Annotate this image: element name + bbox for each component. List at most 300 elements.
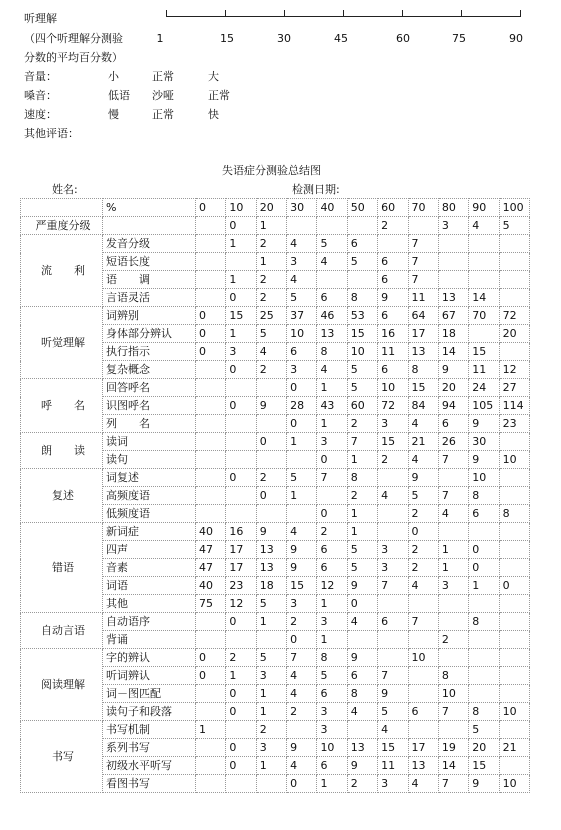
score-cell	[226, 721, 256, 739]
score-cell: 2	[408, 559, 438, 577]
score-cell: 12	[317, 577, 347, 595]
score-cell: 23	[226, 577, 256, 595]
score-cell: 0	[226, 739, 256, 757]
scale-tick-label: 15	[220, 32, 234, 45]
score-cell	[196, 757, 226, 775]
score-cell	[499, 559, 529, 577]
score-cell: 8	[317, 649, 347, 667]
scale-tick	[520, 10, 521, 17]
score-cell: 10	[347, 343, 377, 361]
score-cell: 75	[196, 595, 226, 613]
score-cell	[256, 505, 286, 523]
score-cell	[256, 775, 286, 793]
score-cell	[499, 469, 529, 487]
score-cell: 2	[347, 487, 377, 505]
score-cell	[499, 343, 529, 361]
score-cell	[196, 253, 226, 271]
score-cell	[469, 253, 499, 271]
score-cell: 3	[256, 667, 286, 685]
score-cell: 2	[438, 631, 468, 649]
score-cell: 4	[469, 217, 499, 235]
score-cell: 5	[256, 595, 286, 613]
score-cell: 7	[378, 577, 408, 595]
score-cell: 40	[196, 523, 226, 541]
score-cell: 11	[378, 343, 408, 361]
score-cell	[408, 595, 438, 613]
scale-tick-label: 90	[509, 32, 523, 45]
score-cell: 13	[408, 343, 438, 361]
score-cell: 15	[469, 757, 499, 775]
score-cell: 1	[317, 595, 347, 613]
score-cell	[469, 523, 499, 541]
score-cell: 9	[469, 775, 499, 793]
score-cell: 17	[408, 325, 438, 343]
score-cell: 24	[469, 379, 499, 397]
score-cell: 20	[438, 379, 468, 397]
score-cell: 3	[287, 361, 317, 379]
scale-tick-label: 30	[277, 32, 291, 45]
score-cell	[438, 595, 468, 613]
score-cell	[287, 217, 317, 235]
score-cell: 4	[408, 577, 438, 595]
score-cell: 1	[317, 379, 347, 397]
score-cell: 14	[469, 289, 499, 307]
score-cell: 7	[408, 613, 438, 631]
subtest-label: 字的辨认	[103, 649, 196, 667]
score-cell: 6	[317, 685, 347, 703]
score-cell: 0	[287, 775, 317, 793]
score-cell: 40	[196, 577, 226, 595]
score-cell	[196, 775, 226, 793]
score-cell	[196, 271, 226, 289]
score-cell	[469, 235, 499, 253]
score-cell: 15	[378, 739, 408, 757]
subtest-label: 初级水平听写	[103, 757, 196, 775]
subtest-label: 低频度语	[103, 505, 196, 523]
score-cell	[196, 703, 226, 721]
score-cell	[499, 433, 529, 451]
scale-tick	[461, 10, 462, 17]
score-cell: 15	[347, 325, 377, 343]
score-cell: 17	[408, 739, 438, 757]
score-cell: 3	[256, 739, 286, 757]
subtest-label: 复杂概念	[103, 361, 196, 379]
score-cell: 7	[347, 433, 377, 451]
score-cell	[499, 487, 529, 505]
speed-option: 快	[208, 108, 219, 121]
header-cell: 50	[347, 199, 377, 217]
score-cell: 105	[469, 397, 499, 415]
score-cell: 11	[469, 361, 499, 379]
score-cell: 8	[317, 343, 347, 361]
score-cell	[317, 271, 347, 289]
score-cell	[317, 487, 347, 505]
score-cell: 1	[469, 577, 499, 595]
score-cell: 10	[438, 685, 468, 703]
score-cell: 43	[317, 397, 347, 415]
subtest-label: 执行指示	[103, 343, 196, 361]
score-cell: 21	[499, 739, 529, 757]
score-cell	[226, 253, 256, 271]
score-cell: 16	[226, 523, 256, 541]
score-cell	[226, 487, 256, 505]
score-cell: 4	[408, 415, 438, 433]
score-cell: 2	[287, 703, 317, 721]
name-label: 姓名:	[52, 183, 78, 196]
score-cell: 7	[408, 271, 438, 289]
score-cell: 13	[408, 757, 438, 775]
voice-option: 沙哑	[152, 89, 174, 102]
score-cell: 16	[378, 325, 408, 343]
score-cell: 17	[226, 559, 256, 577]
score-cell: 1	[317, 415, 347, 433]
score-cell: 64	[408, 307, 438, 325]
score-cell: 7	[408, 253, 438, 271]
header-cell: %	[103, 199, 196, 217]
score-cell: 1	[196, 721, 226, 739]
category-cell: 阅读理解	[21, 649, 103, 721]
score-cell: 6	[317, 541, 347, 559]
score-cell: 8	[469, 613, 499, 631]
score-cell: 6	[347, 667, 377, 685]
score-cell	[226, 379, 256, 397]
score-cell: 5	[347, 361, 377, 379]
score-cell: 9	[287, 541, 317, 559]
score-cell: 70	[469, 307, 499, 325]
score-cell: 0	[226, 757, 256, 775]
score-cell: 0	[226, 217, 256, 235]
score-cell: 7	[438, 703, 468, 721]
scale-tick	[343, 10, 344, 17]
score-cell: 1	[226, 667, 256, 685]
header-cell: 10	[226, 199, 256, 217]
subtest-label: 系列书写	[103, 739, 196, 757]
score-cell: 1	[256, 253, 286, 271]
scale-tick-label: 60	[396, 32, 410, 45]
header-cell	[21, 199, 103, 217]
score-cell: 1	[347, 505, 377, 523]
score-cell: 0	[469, 541, 499, 559]
score-cell	[499, 631, 529, 649]
subtest-label: 书写机制	[103, 721, 196, 739]
subtest-label: 词辨别	[103, 307, 196, 325]
subtest-label: 回答呼名	[103, 379, 196, 397]
score-cell: 8	[438, 667, 468, 685]
score-cell	[378, 505, 408, 523]
score-cell: 5	[317, 667, 347, 685]
table-row	[21, 469, 530, 487]
score-cell	[408, 721, 438, 739]
score-cell: 0	[226, 289, 256, 307]
scale-tick-label: 45	[334, 32, 348, 45]
header-cell: 70	[408, 199, 438, 217]
header-cell: 80	[438, 199, 468, 217]
score-cell: 7	[438, 487, 468, 505]
subtest-label: 短语长度	[103, 253, 196, 271]
score-cell: 0	[287, 631, 317, 649]
scale-tick	[166, 10, 167, 17]
score-cell: 3	[226, 343, 256, 361]
score-cell: 6	[469, 505, 499, 523]
score-cell: 6	[378, 253, 408, 271]
subtest-label: 身体部分辨认	[103, 325, 196, 343]
score-cell: 9	[256, 397, 286, 415]
score-cell: 0	[226, 703, 256, 721]
score-cell: 47	[196, 559, 226, 577]
score-cell: 94	[438, 397, 468, 415]
score-cell: 5	[469, 721, 499, 739]
listening-note-line1: （四个听理解分测验	[24, 32, 123, 45]
score-cell: 2	[256, 271, 286, 289]
score-cell: 7	[438, 775, 468, 793]
score-cell: 5	[256, 649, 286, 667]
table-row	[21, 433, 530, 451]
score-cell: 0	[317, 451, 347, 469]
subtest-label: 看图书写	[103, 775, 196, 793]
score-cell: 114	[499, 397, 529, 415]
score-cell: 6	[438, 415, 468, 433]
score-cell: 4	[347, 703, 377, 721]
score-cell: 0	[226, 613, 256, 631]
score-cell: 17	[226, 541, 256, 559]
score-cell: 10	[317, 739, 347, 757]
score-cell: 0	[256, 487, 286, 505]
score-cell: 4	[347, 613, 377, 631]
score-cell	[347, 271, 377, 289]
score-cell	[438, 271, 468, 289]
score-cell: 27	[499, 379, 529, 397]
score-cell: 1	[317, 631, 347, 649]
score-cell	[287, 505, 317, 523]
score-cell	[408, 631, 438, 649]
score-cell	[287, 721, 317, 739]
subtest-label: 读句子和段落	[103, 703, 196, 721]
header-cell: 40	[317, 199, 347, 217]
score-cell	[256, 451, 286, 469]
score-cell: 12	[226, 595, 256, 613]
score-cell	[196, 289, 226, 307]
scale-tick	[284, 10, 285, 17]
score-cell: 26	[438, 433, 468, 451]
score-cell	[347, 217, 377, 235]
header-cell: 20	[256, 199, 286, 217]
volume-option: 正常	[152, 70, 174, 83]
score-cell: 0	[499, 577, 529, 595]
score-cell: 6	[378, 361, 408, 379]
score-cell	[196, 469, 226, 487]
score-cell	[196, 217, 226, 235]
score-cell: 3	[378, 559, 408, 577]
score-cell: 1	[347, 523, 377, 541]
score-cell: 13	[438, 289, 468, 307]
subtest-label: 读句	[103, 451, 196, 469]
score-cell: 6	[317, 289, 347, 307]
score-cell	[499, 541, 529, 559]
score-cell: 0	[317, 505, 347, 523]
score-cell: 18	[256, 577, 286, 595]
score-cell: 8	[347, 289, 377, 307]
score-cell: 0	[347, 595, 377, 613]
score-cell: 5	[499, 217, 529, 235]
score-cell	[378, 469, 408, 487]
score-cell: 3	[317, 721, 347, 739]
volume-label: 音量：	[24, 70, 57, 83]
score-cell: 5	[347, 379, 377, 397]
score-cell: 28	[287, 397, 317, 415]
subtest-label: 语 调	[103, 271, 196, 289]
score-cell	[438, 649, 468, 667]
score-cell: 2	[256, 235, 286, 253]
score-cell: 1	[287, 487, 317, 505]
score-cell	[438, 721, 468, 739]
score-cell: 9	[408, 469, 438, 487]
score-cell	[378, 595, 408, 613]
score-cell: 8	[469, 703, 499, 721]
subtest-label: 听词辨认	[103, 667, 196, 685]
volume-option: 小	[108, 70, 119, 83]
subtest-label: 词复述	[103, 469, 196, 487]
score-cell	[499, 685, 529, 703]
header-cell: 30	[287, 199, 317, 217]
score-cell	[226, 505, 256, 523]
score-cell: 2	[378, 451, 408, 469]
score-cell: 10	[499, 775, 529, 793]
score-cell	[499, 721, 529, 739]
score-cell: 20	[469, 739, 499, 757]
score-cell	[408, 667, 438, 685]
table-row	[21, 649, 530, 667]
score-cell: 3	[378, 541, 408, 559]
score-cell	[226, 775, 256, 793]
score-cell: 10	[499, 451, 529, 469]
category-cell: 复述	[21, 469, 103, 523]
subtest-label: 自动语序	[103, 613, 196, 631]
score-cell: 10	[499, 703, 529, 721]
score-cell: 6	[347, 235, 377, 253]
score-cell	[408, 685, 438, 703]
score-cell: 2	[287, 613, 317, 631]
score-cell	[469, 325, 499, 343]
score-cell	[438, 469, 468, 487]
score-cell: 18	[438, 325, 468, 343]
score-cell	[287, 451, 317, 469]
score-cell	[196, 685, 226, 703]
scale-tick-label: 1	[156, 32, 164, 45]
score-cell: 5	[287, 469, 317, 487]
score-cell: 2	[256, 289, 286, 307]
score-cell: 6	[287, 343, 317, 361]
score-cell: 5	[347, 541, 377, 559]
score-cell	[378, 235, 408, 253]
subtest-label: 识图呼名	[103, 397, 196, 415]
listening-note-line2: 分数的平均百分数）	[24, 51, 123, 64]
score-cell: 10	[469, 469, 499, 487]
score-cell	[196, 487, 226, 505]
score-cell: 2	[408, 505, 438, 523]
score-cell: 7	[408, 235, 438, 253]
score-cell: 9	[347, 577, 377, 595]
score-cell: 8	[347, 469, 377, 487]
score-cell	[317, 217, 347, 235]
score-cell	[438, 253, 468, 271]
score-cell	[196, 451, 226, 469]
score-cell: 15	[226, 307, 256, 325]
category-cell: 流 利	[21, 235, 103, 307]
category-cell: 严重度分级	[21, 217, 103, 235]
score-cell: 0	[196, 307, 226, 325]
score-cell	[226, 415, 256, 433]
score-cell: 5	[347, 559, 377, 577]
speed-option: 慢	[108, 108, 119, 121]
score-cell: 1	[226, 271, 256, 289]
score-cell: 8	[347, 685, 377, 703]
score-cell: 11	[378, 757, 408, 775]
score-cell: 4	[287, 271, 317, 289]
score-cell: 5	[287, 289, 317, 307]
subtest-label: 词－图匹配	[103, 685, 196, 703]
score-cell: 4	[408, 451, 438, 469]
score-cell	[499, 613, 529, 631]
subtest-label: 词语	[103, 577, 196, 595]
score-cell: 30	[469, 433, 499, 451]
score-cell: 0	[226, 361, 256, 379]
score-cell: 4	[287, 235, 317, 253]
subtest-label: 其他	[103, 595, 196, 613]
score-cell: 3	[317, 433, 347, 451]
score-cell: 13	[317, 325, 347, 343]
score-cell: 13	[256, 559, 286, 577]
category-cell: 错语	[21, 523, 103, 613]
score-cell: 53	[347, 307, 377, 325]
score-cell: 19	[438, 739, 468, 757]
score-cell	[378, 523, 408, 541]
score-cell	[469, 631, 499, 649]
score-cell: 5	[378, 703, 408, 721]
subtest-label	[103, 217, 196, 235]
subtest-label: 言语灵活	[103, 289, 196, 307]
score-cell: 1	[256, 613, 286, 631]
score-cell: 0	[469, 559, 499, 577]
score-cell: 4	[378, 487, 408, 505]
score-cell	[196, 415, 226, 433]
score-cell: 9	[378, 289, 408, 307]
category-cell: 听觉理解	[21, 307, 103, 379]
score-cell	[499, 649, 529, 667]
score-cell: 2	[226, 649, 256, 667]
subtest-label: 高频度语	[103, 487, 196, 505]
score-cell	[408, 217, 438, 235]
score-cell: 0	[226, 469, 256, 487]
score-cell: 8	[499, 505, 529, 523]
scale-tick	[402, 10, 403, 17]
score-cell: 1	[256, 703, 286, 721]
score-cell: 15	[287, 577, 317, 595]
score-cell: 8	[408, 361, 438, 379]
score-cell: 9	[287, 739, 317, 757]
score-cell: 1	[256, 685, 286, 703]
score-cell	[469, 595, 499, 613]
score-cell	[499, 757, 529, 775]
subtest-label: 音素	[103, 559, 196, 577]
score-cell: 7	[378, 667, 408, 685]
score-cell: 9	[347, 757, 377, 775]
score-cell: 2	[256, 469, 286, 487]
score-cell: 4	[287, 667, 317, 685]
subtest-label: 新词症	[103, 523, 196, 541]
score-cell	[196, 379, 226, 397]
header-cell: 100	[499, 199, 529, 217]
score-cell: 9	[438, 361, 468, 379]
